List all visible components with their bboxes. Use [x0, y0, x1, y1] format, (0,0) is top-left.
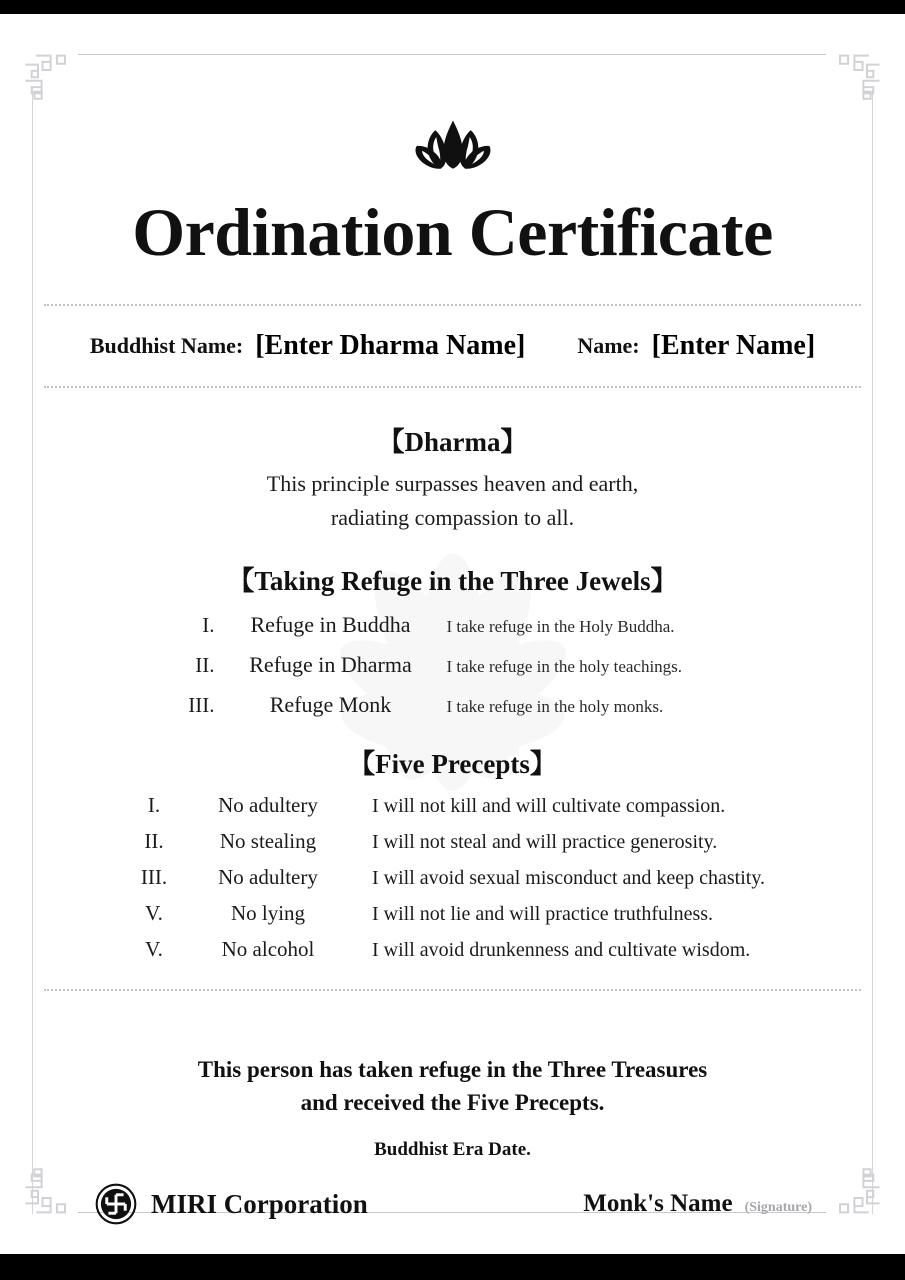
- jewel-title: Refuge in Buddha: [250, 611, 411, 637]
- jewel-numeral: II.: [195, 652, 215, 677]
- precept-vow: I will not lie and will practice truthfulness.: [372, 902, 714, 925]
- jewel-numeral: III.: [188, 692, 215, 717]
- precept-vow: I will avoid drunkenness and cultivate wisdom.: [372, 938, 751, 961]
- organization: [95, 1183, 368, 1225]
- list-item: [53, 937, 852, 962]
- frame-rule-right: [872, 89, 873, 1214]
- closing-statement: [33, 1054, 872, 1119]
- certificate-sheet: [0, 14, 905, 1254]
- manji-seal-icon: [95, 1183, 137, 1225]
- precept-title: No adultery: [218, 792, 318, 817]
- jewel-numeral: I.: [202, 612, 215, 637]
- signature-hint: (Signature): [744, 1200, 812, 1216]
- certificate-content: [33, 89, 872, 1225]
- statement-line-1: This person has taken refuge in the Three Treasures: [197, 1056, 708, 1082]
- list-item: [53, 793, 852, 818]
- three-jewels-section: [33, 559, 872, 718]
- precept-vow: I will not steal and will practice generosity.: [372, 830, 718, 853]
- signature-row: [33, 1183, 872, 1225]
- buddhist-name-field[interactable]: [Enter Dharma Name]: [255, 330, 526, 362]
- jewel-title: Refuge Monk: [269, 691, 392, 717]
- identity-row: [33, 306, 872, 386]
- letterbox-bottom: [0, 1254, 905, 1280]
- dharma-line-1: This principle surpasses heaven and earth,: [266, 471, 639, 497]
- page-title: Ordination Certificate: [132, 194, 773, 270]
- precept-vow: I will avoid sexual misconduct and keep chastity.: [372, 866, 766, 889]
- name-label: Name:: [577, 333, 640, 359]
- dharma-heading: 【Dharma】: [377, 427, 528, 458]
- precept-numeral: I.: [147, 792, 161, 817]
- list-item: [53, 865, 852, 890]
- monk-name-field[interactable]: Monk's Name: [583, 1190, 733, 1218]
- precept-numeral: III.: [140, 864, 168, 889]
- signature-block: [583, 1190, 812, 1218]
- list-item: [53, 612, 852, 638]
- precept-numeral: V.: [145, 936, 163, 961]
- precept-numeral: II.: [144, 828, 164, 853]
- frame-rule-top: [78, 54, 826, 55]
- precept-title: No alcohol: [221, 936, 315, 961]
- precept-numeral: V.: [145, 900, 163, 925]
- statement-line-2: and received the Five Precepts.: [300, 1089, 605, 1115]
- jewel-vow: I take refuge in the holy monks.: [446, 696, 664, 716]
- precept-vow: I will not kill and will cultivate compassion.: [372, 794, 726, 817]
- list-item: [53, 901, 852, 926]
- organization-name: MIRI Corporation: [151, 1188, 368, 1219]
- divider-above-statement: [44, 989, 861, 991]
- three-jewels-heading: 【Taking Refuge in the Three Jewels】: [227, 565, 678, 596]
- five-precepts-list: [53, 793, 852, 962]
- lotus-icon: [399, 119, 507, 171]
- divider-below-names: [44, 386, 861, 388]
- dharma-line-2: radiating compassion to all.: [330, 504, 575, 530]
- name-field[interactable]: [Enter Name]: [651, 330, 816, 362]
- dharma-section: [33, 420, 872, 532]
- precept-title: No adultery: [218, 864, 318, 889]
- jewel-vow: I take refuge in the Holy Buddha.: [446, 616, 675, 636]
- list-item: [53, 652, 852, 678]
- letterbox-top: [0, 0, 905, 14]
- list-item: [53, 692, 852, 718]
- five-precepts-heading: 【Five Precepts】: [348, 748, 557, 779]
- three-jewels-list: [53, 612, 852, 718]
- list-item: [53, 829, 852, 854]
- precept-title: No stealing: [219, 828, 317, 853]
- precept-title: No lying: [230, 900, 306, 925]
- jewel-vow: I take refuge in the holy teachings.: [446, 656, 683, 676]
- era-date: Buddhist Era Date.: [374, 1139, 531, 1161]
- five-precepts-section: [33, 742, 872, 962]
- jewel-title: Refuge in Dharma: [249, 651, 412, 677]
- buddhist-name-label: Buddhist Name:: [89, 333, 244, 359]
